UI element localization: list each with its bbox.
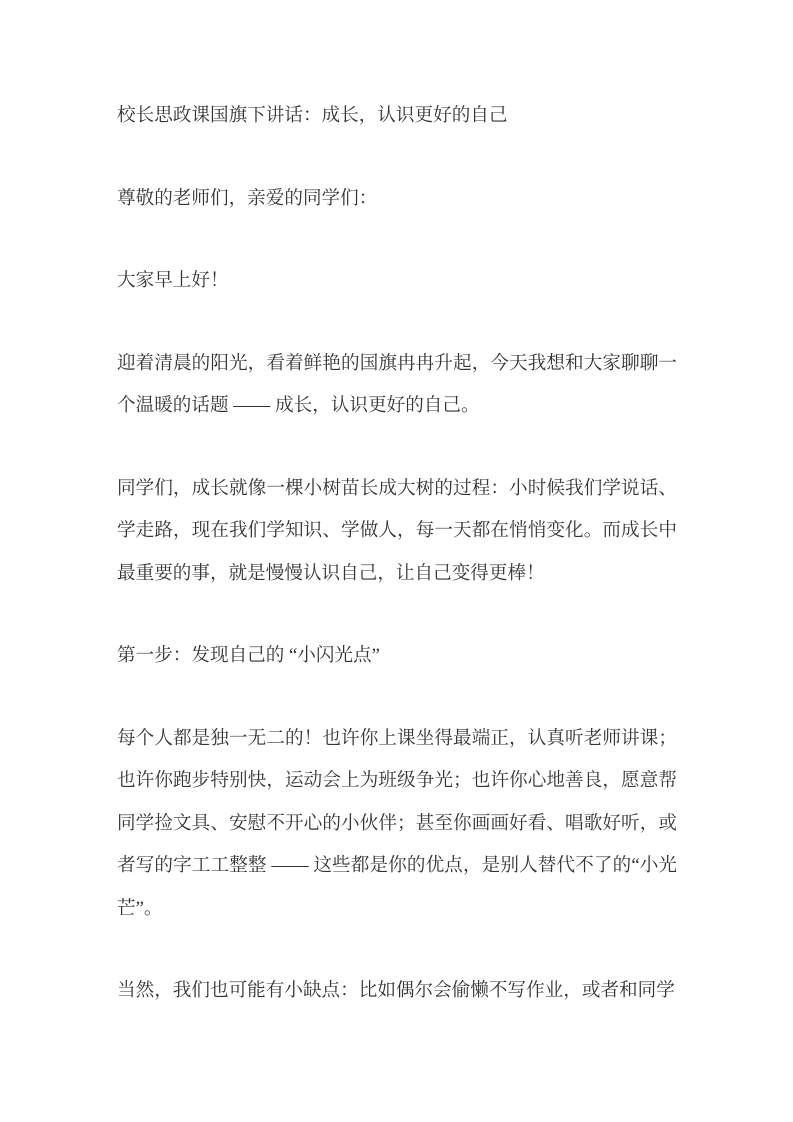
section-heading-step-one: 第一步：发现自己的 “小闪光点”	[117, 645, 380, 666]
strengths-paragraph: 每个人都是独一无二的！也许你上课坐得最端正，认真听老师讲课；也许你跑步特别快，运动会上为班级争光；也许你心地善良，愿意帮同学捡文具、安慰不开心的小伙伴；甚至你画画好看、唱歌好听，或者写的字工工整整 —— 这些都是你的优点，是别人替代不了的“小光芒”。	[117, 727, 677, 919]
doc-title: 校长思政课国旗下讲话：成长，认识更好的自己	[117, 105, 508, 126]
shortcomings-paragraph: 当然，我们也可能有小缺点：比如偶尔会偷懒不写作业，或者和同学	[117, 980, 675, 1001]
greeting-line: 大家早上好！	[117, 270, 229, 291]
growth-paragraph: 同学们，成长就像一棵小树苗长成大树的过程：小时候我们学说话、学走路，现在我们学知识、学做人，每一天都在悄悄变化。而成长中最重要的事，就是慢慢认识自己，让自己变得更棒！	[117, 477, 677, 584]
document-body	[117, 0, 677, 1013]
salutation-line: 尊敬的老师们，亲爱的同学们：	[117, 187, 378, 209]
intro-paragraph: 迎着清晨的阳光，看着鲜艳的国旗冉冉升起，今天我想和大家聊聊一个温暖的话题 —— 成长，认识更好的自己。	[117, 352, 677, 416]
